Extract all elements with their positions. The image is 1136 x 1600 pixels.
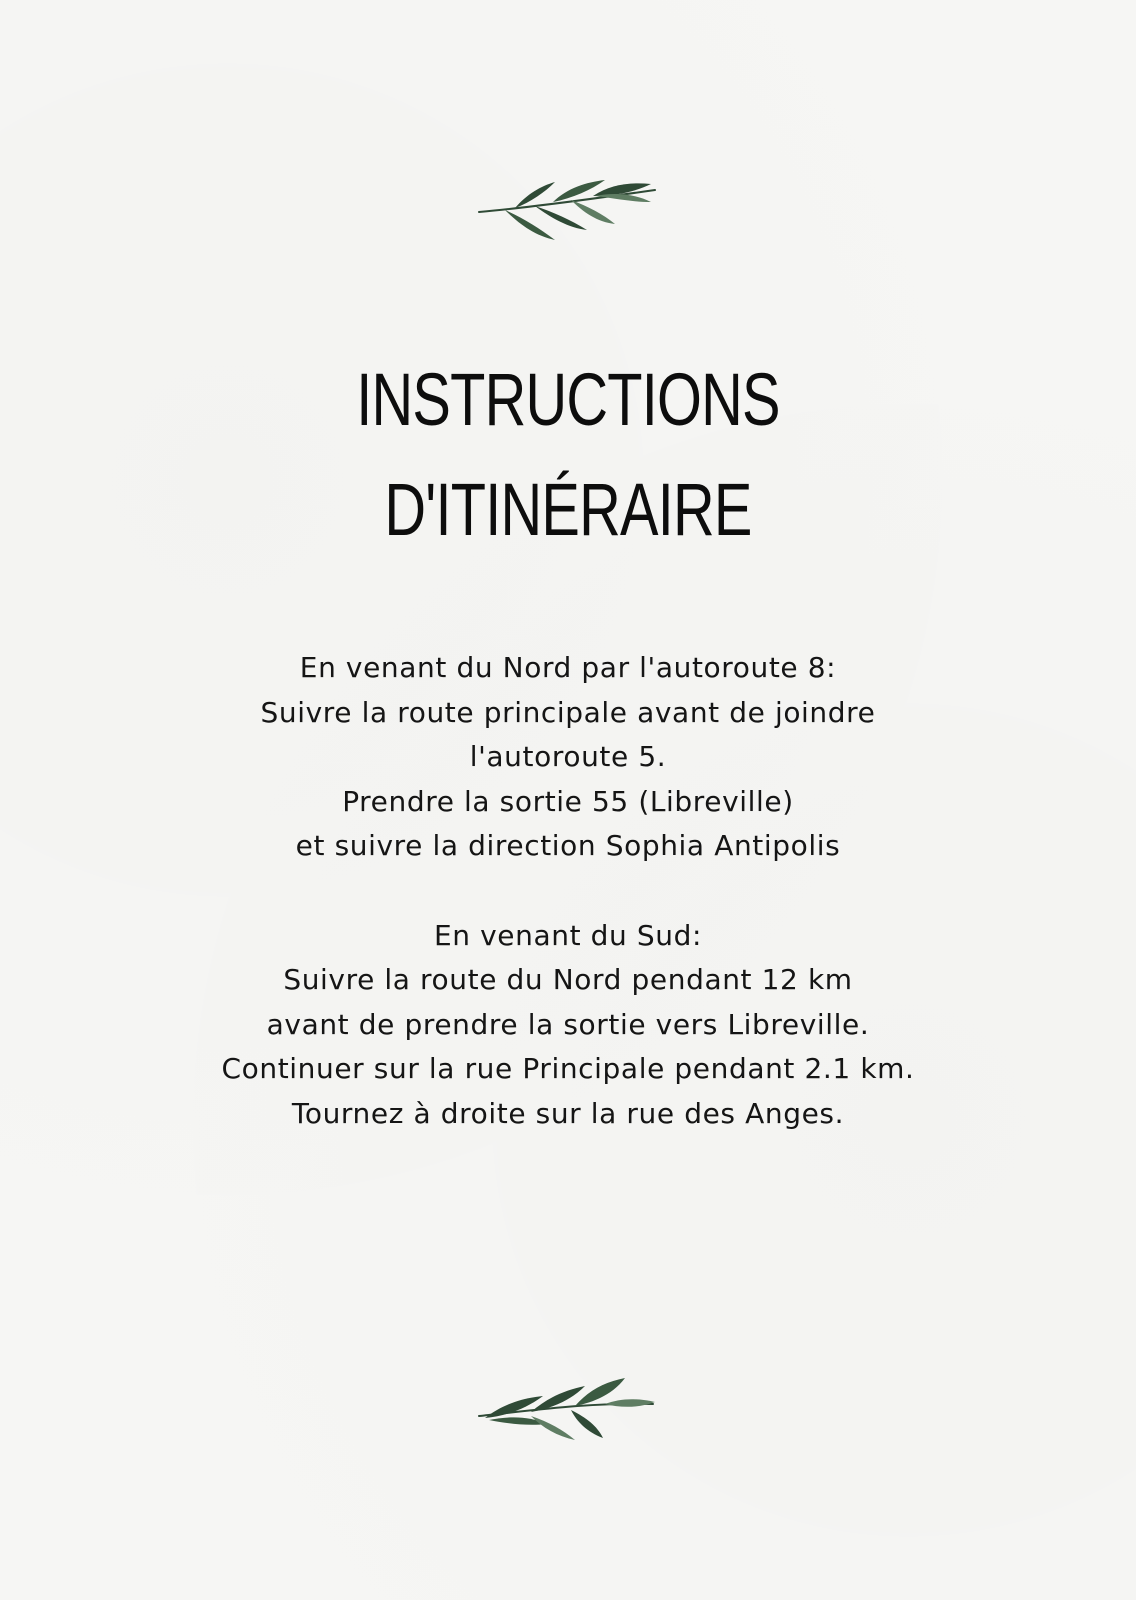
south-line-1: En venant du Sud: <box>433 918 702 952</box>
title-line-1: INSTRUCTIONS <box>356 358 780 441</box>
north-line-3: l'autoroute 5. <box>469 740 667 774</box>
title-line-2: D'ITINÉRAIRE <box>384 468 752 551</box>
directions-text <box>0 646 1136 1137</box>
leaf-sprig-icon <box>475 172 661 242</box>
paragraph-gap <box>0 869 1136 914</box>
north-line-1: En venant du Nord par l'autoroute 8: <box>299 651 837 684</box>
north-line-2: Suivre la route principale avant de joindre <box>260 695 876 729</box>
north-line-4: Prendre la sortie 55 (Libreville) <box>342 784 794 818</box>
leaf-sprig-icon <box>475 1374 661 1444</box>
south-line-5: Tournez à droite sur la rue des Anges. <box>291 1096 845 1130</box>
page-title <box>125 345 1011 565</box>
south-line-4: Continuer sur la rue Principale pendant 2.1 km. <box>221 1052 915 1086</box>
north-line-5: et suivre la direction Sophia Antipolis <box>295 829 841 863</box>
south-line-2: Suivre la route du Nord pendant 12 km <box>283 963 853 997</box>
south-line-3: avant de prendre la sortie vers Libreville. <box>266 1007 870 1041</box>
